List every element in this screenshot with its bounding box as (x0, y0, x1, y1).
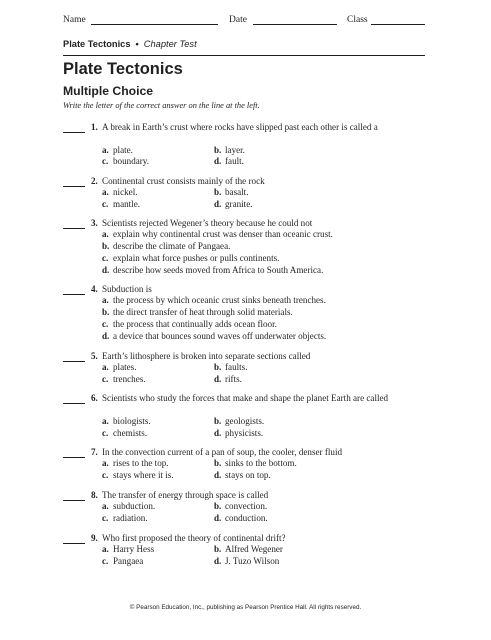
option-text: nickel. (113, 187, 138, 197)
option-a (102, 416, 151, 428)
option-b (102, 307, 293, 319)
answer-blank[interactable] (63, 543, 85, 544)
question-number: 1. (91, 122, 98, 132)
option-text: describe the climate of Pangaea. (113, 241, 231, 251)
option-text: layer. (225, 145, 245, 155)
question-stem: Subduction is (102, 284, 152, 294)
class-field[interactable] (371, 24, 425, 25)
option-letter: a. (102, 544, 109, 554)
class-label: Class (347, 15, 368, 25)
copyright-footer: © Pearson Education, Inc., publishing as Pearson Prentice Hall. All rights reserved. (129, 604, 362, 611)
option-letter: d. (214, 199, 222, 209)
option-d (214, 156, 244, 168)
option-text: basalt. (225, 187, 249, 197)
option-a (102, 544, 154, 556)
option-b (214, 362, 247, 374)
option-text: faults. (225, 362, 248, 372)
question-number: 9. (91, 533, 98, 543)
option-letter: c. (102, 470, 109, 480)
question-number: 8. (91, 490, 98, 500)
option-text: convection. (225, 501, 268, 511)
option-letter: d. (214, 556, 222, 566)
option-letter: d. (214, 156, 222, 166)
option-d (214, 428, 263, 440)
option-text: the process by which oceanic crust sinks beneath trenches. (113, 295, 326, 305)
option-text: Harry Hess (113, 544, 155, 554)
student-info-header (63, 14, 425, 26)
answer-blank[interactable] (63, 403, 85, 404)
answer-blank[interactable] (63, 500, 85, 501)
option-text: radiation. (113, 513, 148, 523)
option-letter: b. (214, 458, 222, 468)
option-text: subduction. (113, 501, 156, 511)
option-text: mantle. (113, 199, 141, 209)
question-stem: The transfer of energy through space is called (102, 490, 269, 500)
option-letter: b. (214, 362, 222, 372)
option-text: the process that continually adds ocean floor. (113, 319, 277, 329)
option-letter: b. (214, 501, 222, 511)
option-text: J. Tuzo Wilson (225, 556, 280, 566)
option-d (214, 470, 271, 482)
option-a (102, 458, 169, 470)
option-b (214, 145, 245, 157)
option-letter: d. (214, 428, 222, 438)
option-text: conduction. (225, 513, 268, 523)
option-text: rises to the top. (113, 458, 169, 468)
option-letter: c. (102, 556, 109, 566)
question-stem: Continental crust consists mainly of the rock (102, 176, 265, 186)
question-number: 2. (91, 176, 98, 186)
question-stem: A break in Earth’s crust where rocks have slipped past each other is called a (102, 122, 378, 132)
name-label: Name (63, 15, 86, 25)
option-letter: b. (102, 241, 110, 251)
option-letter: b. (214, 544, 222, 554)
option-letter: c. (102, 319, 109, 329)
option-text: Pangaea (113, 556, 144, 566)
question-number: 6. (91, 393, 98, 403)
option-text: stays on top. (225, 470, 271, 480)
option-text: biologists. (113, 416, 151, 426)
option-text: Alfred Wegener (225, 544, 283, 554)
question-number: 5. (91, 351, 98, 361)
option-c (102, 319, 277, 331)
option-letter: b. (214, 187, 222, 197)
option-text: fault. (225, 156, 244, 166)
option-b (214, 416, 264, 428)
section-title: Multiple Choice (63, 84, 154, 98)
option-letter: b. (214, 145, 222, 155)
answer-blank[interactable] (63, 457, 85, 458)
option-a (102, 501, 155, 513)
instructions: Write the letter of the correct answer on the line at the left. (63, 101, 260, 110)
option-letter: d. (214, 470, 222, 480)
option-text: describe how seeds moved from Africa to South America. (113, 265, 324, 275)
option-d (214, 374, 242, 386)
option-c (102, 253, 279, 265)
option-letter: a. (102, 187, 109, 197)
option-letter: d. (214, 513, 222, 523)
option-d (102, 331, 326, 343)
option-text: chemists. (113, 428, 148, 438)
running-head-book: Plate Tectonics (63, 39, 131, 49)
option-letter: c. (102, 156, 109, 166)
option-d (214, 556, 279, 568)
option-text: plate. (113, 145, 133, 155)
option-letter: d. (102, 331, 110, 341)
option-a (102, 145, 133, 157)
option-b (214, 458, 297, 470)
option-letter: c. (102, 374, 109, 384)
option-a (102, 362, 137, 374)
option-c (102, 199, 140, 211)
option-c (102, 156, 149, 168)
name-field[interactable] (91, 24, 218, 25)
option-b (214, 187, 249, 199)
option-text: sinks to the bottom. (225, 458, 297, 468)
option-text: explain why continental crust was denser than oceanic crust. (113, 229, 333, 239)
running-head-separator: • (135, 39, 139, 49)
option-c (102, 556, 143, 568)
option-letter: d. (102, 265, 110, 275)
question-number: 3. (91, 218, 98, 228)
question-stem: Scientists rejected Wegener’s theory because he could not (102, 218, 313, 228)
option-letter: a. (102, 416, 109, 426)
date-field[interactable] (253, 24, 337, 25)
option-text: granite. (225, 199, 253, 209)
option-text: a device that bounces sound waves off underwater objects. (113, 331, 327, 341)
answer-blank[interactable] (63, 361, 85, 362)
answer-blank[interactable] (63, 132, 85, 133)
option-letter: a. (102, 362, 109, 372)
option-letter: c. (102, 199, 109, 209)
question-number: 7. (91, 447, 98, 457)
option-letter: c. (102, 253, 109, 263)
option-letter: b. (102, 307, 110, 317)
option-c (102, 428, 147, 440)
question-stem: In the convection current of a pan of soup, the cooler, denser fluid (102, 447, 343, 457)
answer-blank[interactable] (63, 186, 85, 187)
option-a (102, 229, 333, 241)
option-letter: a. (102, 295, 109, 305)
option-letter: c. (102, 513, 109, 523)
date-label: Date (229, 15, 247, 25)
page-title: Plate Tectonics (63, 60, 183, 78)
option-text: the direct transfer of heat through solid materials. (113, 307, 293, 317)
running-head-section: Chapter Test (143, 39, 197, 49)
question-stem: Who first proposed the theory of continental drift? (102, 533, 286, 543)
running-head (63, 39, 197, 50)
option-letter: a. (102, 501, 109, 511)
option-c (102, 470, 174, 482)
option-letter: a. (102, 229, 109, 239)
option-letter: b. (214, 416, 222, 426)
option-letter: a. (102, 458, 109, 468)
header-rule (63, 55, 425, 56)
option-letter: a. (102, 145, 109, 155)
option-b (214, 544, 283, 556)
option-a (102, 295, 326, 307)
option-c (102, 374, 146, 386)
option-text: boundary. (113, 156, 150, 166)
option-text: geologists. (225, 416, 265, 426)
answer-blank[interactable] (63, 294, 85, 295)
option-a (102, 187, 138, 199)
option-b (214, 501, 267, 513)
question-number: 4. (91, 284, 98, 294)
option-c (102, 513, 148, 525)
option-d (102, 265, 323, 277)
question-stem: Scientists who study the forces that make and shape the planet Earth are called (102, 393, 389, 403)
question-stem: Earth’s lithosphere is broken into separate sections called (102, 351, 311, 361)
option-text: rifts. (225, 374, 242, 384)
option-text: stays where it is. (113, 470, 174, 480)
option-letter: c. (102, 428, 109, 438)
option-d (214, 199, 253, 211)
option-letter: d. (214, 374, 222, 384)
option-text: explain what force pushes or pulls continents. (113, 253, 280, 263)
answer-blank[interactable] (63, 228, 85, 229)
option-text: plates. (113, 362, 137, 372)
option-text: physicists. (225, 428, 264, 438)
option-text: trenches. (113, 374, 146, 384)
option-d (214, 513, 268, 525)
option-b (102, 241, 230, 253)
